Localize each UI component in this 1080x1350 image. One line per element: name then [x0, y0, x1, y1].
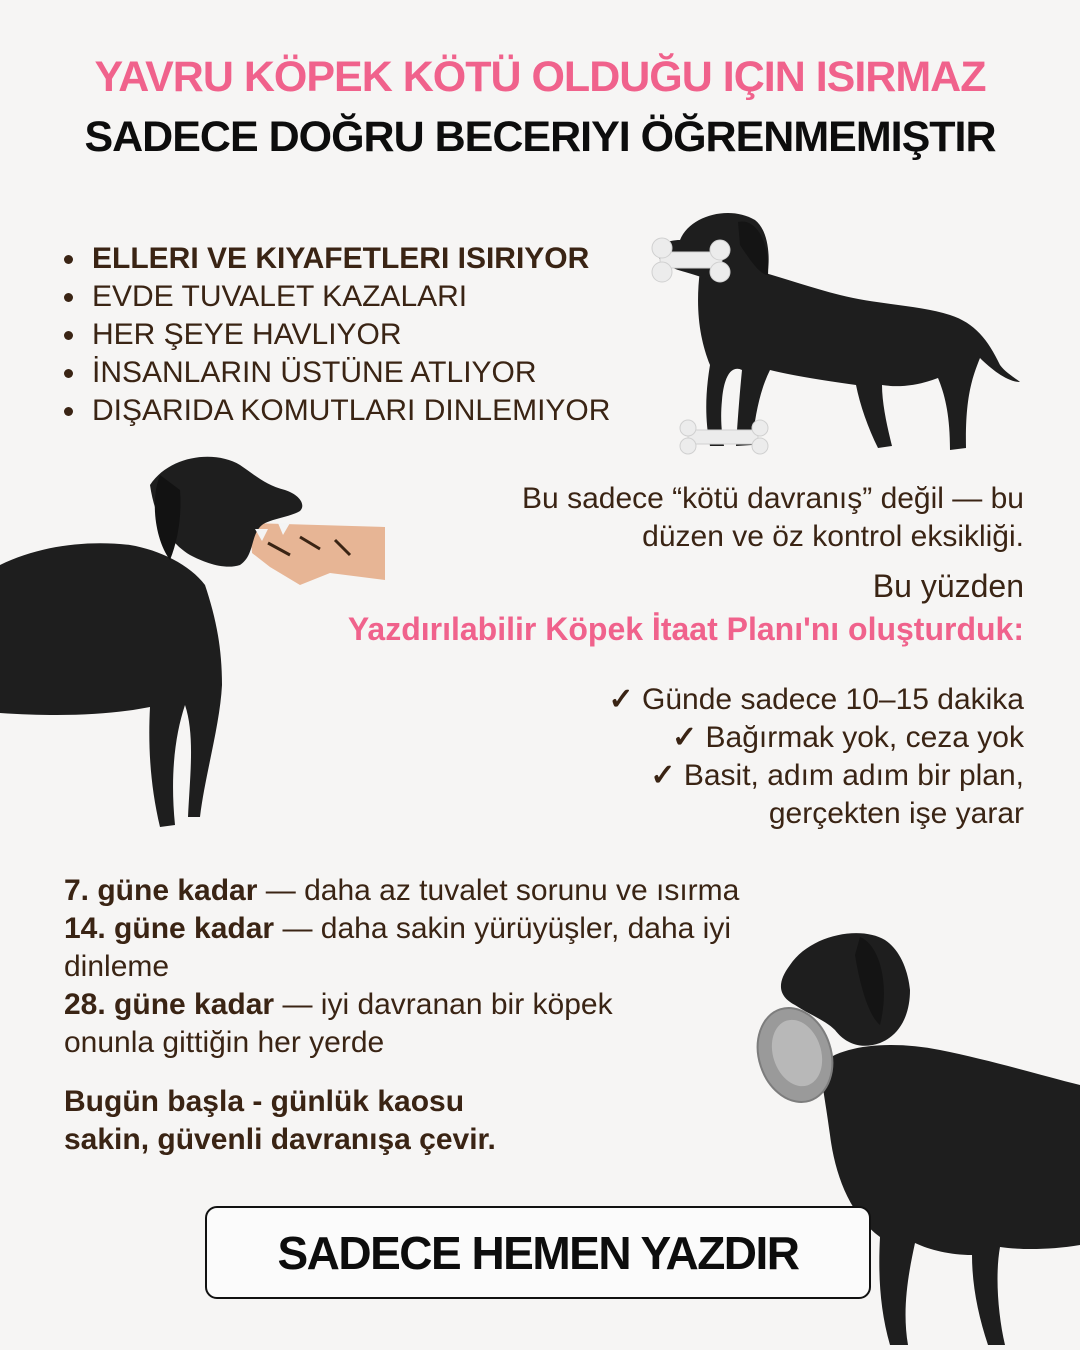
benefit-text-continued: gerçekten işe yarar: [768, 797, 1024, 830]
benefit-item: [650, 757, 1024, 795]
check-icon: ✓: [672, 721, 698, 754]
problem-list: [62, 240, 610, 430]
problem-item: HER ŞEYE HAVLIYOR: [62, 316, 610, 354]
timeline-label: 14. güne kadar: [64, 912, 275, 945]
cta-line-2: sakin, güvenli davranışa çevir.: [64, 1123, 496, 1156]
benefit-text: Günde sadece 10–15 dakika: [642, 683, 1024, 716]
cta-line-1: Bugün başla - günlük kaosu: [64, 1085, 465, 1118]
timeline-text: — iyi davranan bir köpek onunla gittiğin her yerde: [64, 988, 613, 1059]
benefit-item: [672, 719, 1024, 757]
problem-item: İNSANLARIN ÜSTÜNE ATLIYOR: [62, 354, 610, 392]
call-to-action-text: [64, 1083, 584, 1159]
timeline-text: — daha az tuvalet sorunu ve ısırma: [265, 874, 740, 907]
problem-item: EVDE TUVALET KAZALARI: [62, 278, 610, 316]
explanation-line-1: Bu sadece “kötü davranış” değil — bu: [522, 482, 1024, 515]
timeline-text: — daha sakin yürüyüşler, daha iyi dinleme: [64, 912, 732, 983]
check-icon: ✓: [650, 759, 676, 792]
dog-biting-hand-illustration: [0, 445, 400, 835]
benefit-text: Bağırmak yok, ceza yok: [705, 721, 1024, 754]
benefit-text: Basit, adım adım bir plan,: [683, 759, 1024, 792]
print-now-button[interactable]: SADECE HEMEN YAZDIR: [205, 1206, 871, 1299]
timeline-item: [64, 910, 814, 986]
headline-line-1: YAVRU KÖPEK KÖTÜ OLDUĞU IÇIN ISIRMAZ: [94, 53, 986, 101]
problem-item: ELLERI VE KIYAFETLERI ISIRIYOR: [62, 240, 610, 278]
timeline-item: [64, 872, 824, 910]
explanation-line-2: düzen ve öz kontrol eksikliği.: [642, 520, 1024, 553]
dog-with-bone-illustration: [620, 200, 1020, 460]
benefit-item: [609, 681, 1024, 719]
timeline-item: [64, 986, 704, 1062]
timeline: [64, 872, 824, 1062]
timeline-label: 7. güne kadar: [64, 874, 258, 907]
headline-line-2: SADECE DOĞRU BECERIYI ÖĞRENMEMIŞTIR: [84, 113, 996, 161]
check-icon: ✓: [608, 683, 634, 716]
problem-item: DIŞARIDA KOMUTLARI DINLEMIYOR: [62, 392, 610, 430]
explanation-intro: Bu yüzden: [872, 568, 1024, 604]
timeline-label: 28. güne kadar: [64, 988, 275, 1021]
plan-highlight: Yazdırılabilir Köpek İtaat Planı'nı oluşturduk:: [347, 611, 1024, 647]
